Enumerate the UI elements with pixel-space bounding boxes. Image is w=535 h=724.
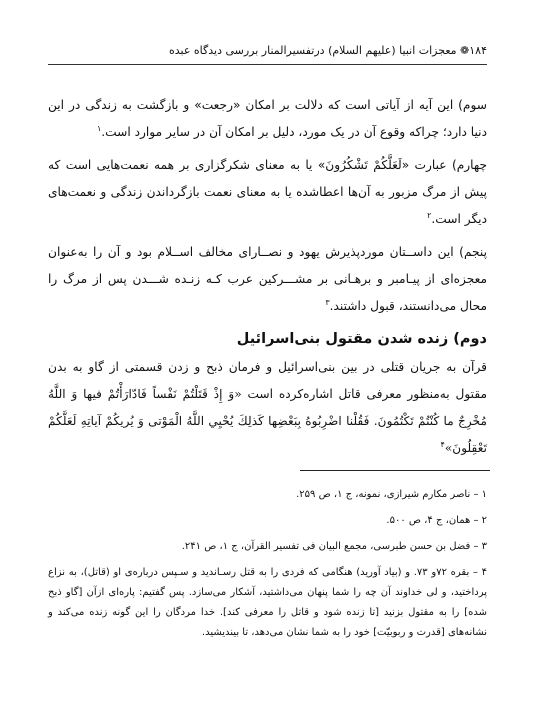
paragraph-third: [48, 92, 487, 146]
paragraph-text: قرآن به جریان قتلی در بین بنی‌اسرائیل و فرمان ذبح و زدن قسمتی از گاو به بدن مقتول به‌منظور معرفی قاتل اشاره‌کرده است: [48, 360, 488, 401]
paragraph-section: [48, 354, 487, 462]
running-header: ۱۸۴❁ معجزات انبیا (علیهم السلام) درتفسیرالمنار بررسی دیدگاه عبده: [168, 44, 487, 57]
footnote-item: ۴ – بقره ۷۲و ۷۳. و (بیاد آورید) هنگامی که فردی را به قتل رسـاندید و سـپس درباره‌ی او (قاتل)، به نزاع پرداختید، و لی خداوند آن چه را شما پنهان می‌داشتید، آشکار می‌سازد. پس گفتیم: پاره‌ای ازآن [گاو ذبح شده] را به مقتول بزنید [تا زنده شود و قاتل را معرفی کند]. خدا مردگان را این گونه زنده می‌کند و نشانه‌های [قدرت و ربوبیّت] خود را به شما نشان می‌دهد، تا بیندیشید.: [48, 567, 488, 638]
footnote-item: ۲ – همان، ج ۴، ص ۵۰۰.: [386, 515, 487, 526]
footnote-ref[interactable]: ۲: [427, 210, 432, 220]
main-text: [48, 92, 487, 468]
quran-verse: «وَ إِذْ قَتَلْتُمْ نَفْساً فَادّارَأْتُمْ فيها وَ اللَّهُ مُخْرِجٌ ما كُنْتُمْ تَكْتُمُونَ. فَقُلْنا اضْرِبُوهُ بِبَعْضِها كَذلِكَ يُحْيِي اللَّهُ الْمَوْتى‏ وَ يُريكُمْ آياتِهِ لَعَلَّكُمْ تَعْقِلُونَ»: [48, 387, 487, 455]
paragraph-text: چهارم) عبارت «لَعَلَّكُمْ تَشْكُرُونَ» یا به معنای شکرگزاری بر همه نعمت‌هایی است که پیش از مرگ مزبور به آن‌ها اعطاشده یا به معنای نعمت بازگرداندن زندگی و نعمت‌های دیگر است.: [48, 158, 487, 226]
paragraph-text: سوم) این آیه از آیاتی است که دلالت بر امکان «رجعت» و بازگشت به زندگی در این دنیا دارد؛ چراکه وقوع آن در یک مورد، دلیل بر امکان آن در سایر موارد است.: [48, 98, 487, 139]
footnote-ref[interactable]: ۳: [325, 297, 330, 307]
footnote-item: ۳ – فضل بن حسن طبرسی، مجمع البیان فی تفسیر القرآن، ج ۱، ص ۲۴۱.: [181, 541, 487, 552]
paragraph-fourth: [48, 152, 487, 233]
footnotes: [48, 485, 487, 643]
header-rule: [48, 64, 487, 65]
footnote-item: ۱ – ناصر مکارم شیرازی، نمونه، ج ۱، ص ۲۵۹.: [296, 489, 487, 500]
footnote-ref[interactable]: ۴: [440, 439, 445, 449]
paragraph-text: پنجم) این داســتان موردپذیرش یهود و نصــارای مخالف اســلام بود و آن را به‌عنوان معجزه‌ای از پیـامبر و برهـانی بر مشـــرکین عرب کـه زنـده شـــدن پس از مرگ را محال می‌دانستند، قبول داشتند.: [48, 245, 487, 313]
section-heading: دوم) زنده شدن مقتول بنی‌اسرائیل: [236, 331, 487, 347]
footnote-separator: [300, 470, 490, 471]
paragraph-fifth: [48, 239, 487, 320]
footnote-ref[interactable]: ۱: [96, 123, 102, 133]
